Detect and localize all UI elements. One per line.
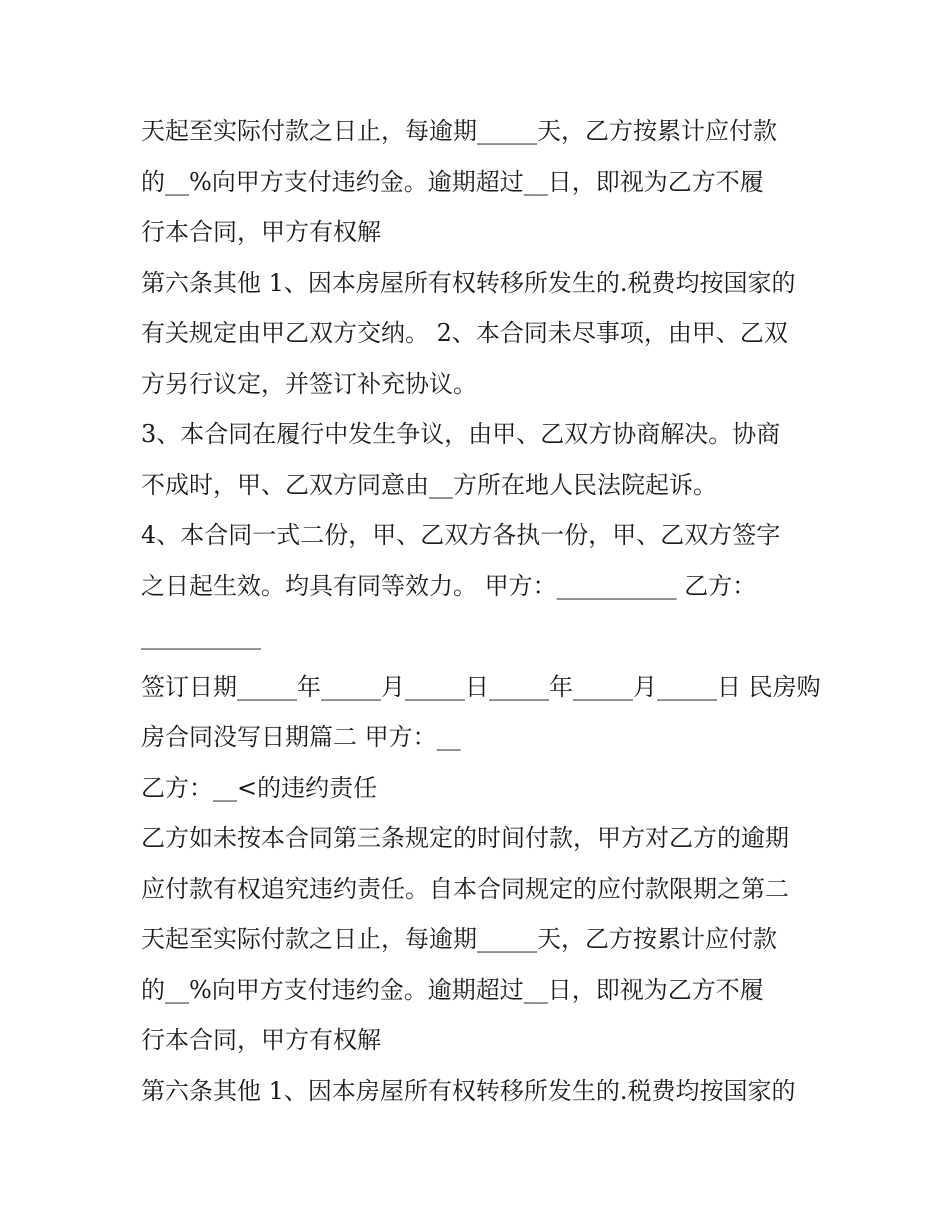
paragraph-signing-date bbox=[141, 662, 821, 763]
text-line: 第六条其他 1、因本房屋所有权转移所发生的.税费均按国家的 bbox=[141, 268, 796, 297]
text-line: 不成时，甲、乙双方同意由__方所在地人民法院起诉。 bbox=[141, 470, 717, 499]
text-line: 之日起生效。均具有同等效力。 甲方：__________ 乙方： bbox=[141, 571, 757, 600]
text-line: 方另行议定，并签订补充协议。 bbox=[141, 369, 477, 398]
text-line: 乙方如未按本合同第三条规定的时间付款，甲方对乙方的逾期 bbox=[141, 824, 789, 852]
paragraph-article-six-repeat bbox=[141, 1066, 821, 1117]
paragraph-article-six bbox=[141, 258, 821, 410]
paragraph-party-b bbox=[141, 763, 821, 814]
text-line: 行本合同，甲方有权解 bbox=[141, 1026, 381, 1054]
text-line: 4、本合同一式二份，甲、乙双方各执一份，甲、乙双方签字 bbox=[141, 521, 781, 549]
text-line: 第六条其他 1、因本房屋所有权转移所发生的.税费均按国家的 bbox=[141, 1076, 796, 1105]
text-line: 天起至实际付款之日止，每逾期_____天，乙方按累计应付款 bbox=[141, 117, 777, 145]
text-line: 行本合同，甲方有权解 bbox=[141, 218, 381, 246]
paragraph-dispute-resolution bbox=[141, 409, 821, 510]
text-line: 签订日期_____年_____月_____日_____年_____月_____日 民房购 bbox=[141, 672, 821, 701]
text-line: 3、本合同在履行中发生争议，由甲、乙双方协商解决。协商 bbox=[141, 420, 781, 448]
text-line: 的__%向甲方支付违约金。逾期超过__日，即视为乙方不履 bbox=[141, 167, 764, 196]
paragraph-copies-and-signatures bbox=[141, 510, 821, 662]
text-line: 乙方：__<的违约责任 bbox=[141, 773, 378, 802]
text-line: 的__%向甲方支付违约金。逾期超过__日，即视为乙方不履 bbox=[141, 975, 764, 1004]
text-line: 有关规定由甲乙双方交纳。 2、本合同未尽事项，由甲、乙双 bbox=[141, 319, 788, 347]
text-line: __________ bbox=[141, 622, 261, 650]
text-line: 天起至实际付款之日止，每逾期_____天，乙方按累计应付款 bbox=[141, 925, 777, 953]
text-line: 房合同没写日期篇二 甲方：__ bbox=[141, 723, 461, 751]
paragraph-penalty-continued bbox=[141, 106, 821, 258]
paragraph-breach-liability bbox=[141, 813, 821, 1066]
document-body bbox=[141, 106, 821, 1116]
text-line: 应付款有权追究违约责任。自本合同规定的应付款限期之第二 bbox=[141, 874, 789, 903]
